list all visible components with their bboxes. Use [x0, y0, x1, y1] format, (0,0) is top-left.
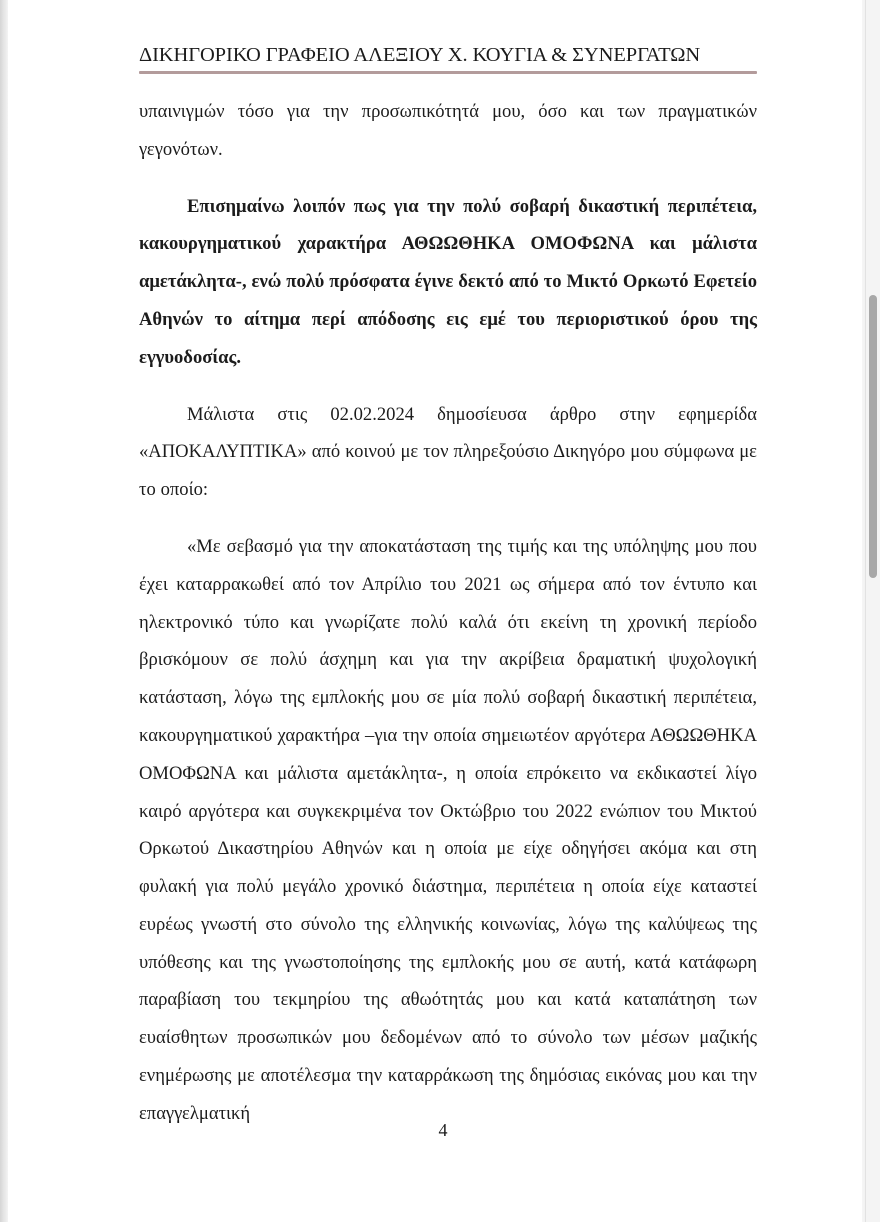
viewer-left-gutter — [0, 0, 8, 1222]
paragraph-emphasis-acquittal: Επισημαίνω λοιπόν πως για την πολύ σοβαρή δικαστική περιπέτεια, κακουργηματικού χαρακτήρα ΑΘΩΩΘΗΚΑ ΟΜΟΦΩΝΑ και μάλιστα αμετάκλητα-, ενώ πολύ πρόσφατα έγινε δεκτό από το Μικτό Ορκωτό Εφετείο Αθηνών το αίτημα περί απόδοσης εις εμέ του περιοριστικού όρου της εγγυοδοσίας. — [139, 195, 757, 368]
paragraph-continuation: υπαινιγμών τόσο για την προσωπικότητά μου, όσο και των πραγματικών γεγονότων. — [139, 100, 757, 160]
letterhead-divider — [139, 71, 757, 74]
page-content-area — [139, 0, 757, 1170]
letterhead-title: ΔΙΚΗΓΟΡΙΚΟ ΓΡΑΦΕΙΟ ΑΛΕΞΙΟΥ Χ. ΚΟΥΓΙΑ & ΣΥΝΕΡΓΑΤΩΝ — [139, 44, 701, 66]
letterhead — [139, 0, 757, 74]
paragraph-quoted-statement: «Με σεβασμό για την αποκατάσταση της τιμής και της υπόληψης μου που έχει καταρρακωθεί από τον Απρίλιο του 2021 ως σήμερα από τον έντυπο και ηλεκτρονικό τύπο και γνωρίζατε πολύ καλά ότι εκείνη τη χρονική περίοδο βρισκόμουν σε πολύ άσχημη και για την ακρίβεια δραματική ψυχολογική κατάσταση, λόγω της εμπλοκής μου σε μία πολύ σοβαρή δικαστική περιπέτεια, κακουργηματικού χαρακτήρα –για την οποία σημειωτέον αργότερα ΑΘΩΩΘΗΚΑ ΟΜΟΦΩΝΑ και μάλιστα αμετάκλητα-, η οποία επρόκειτο να εκδικαστεί λίγο καιρό αργότερα και συγκεκριμένα τον Οκτώβριο του 2022 ενώπιον του Μικτού Ορκωτού Δικαστηρίου Αθηνών και η οποία με είχε οδηγήσει ακόμα και στη φυλακή για πολύ μεγάλο χρονικό διάστημα, περιπέτεια η οποία είχε καταστεί ευρέως γνωστή στο σύνολο της ελληνικής κοινωνίας, λόγω της καλύψεως της υπόθεσης και της γνωστοποίησης της εμπλοκής μου σε αυτή, κατά κατάφωρη παραβίαση του τεκμηρίου της αθωότητάς μου και κατά καταπάτηση των ευαίσθητων προσωπικών μου δεδομένων από το σύνολο των μέσων μαζικής ενημέρωσης με αποτέλεσμα την καταρράκωση της δημόσιας εικόνας μου και την επαγγελματική — [139, 535, 757, 1124]
document-page — [8, 0, 862, 1222]
page-number: 4 — [438, 1120, 448, 1140]
paragraph-article-publication: Μάλιστα στις 02.02.2024 δημοσίευσα άρθρο στην εφημερίδα «ΑΠΟΚΑΛΥΠΤΙΚΑ» από κοινού με τον πληρεξούσιο Δικηγόρο μου σύμφωνα με το οποίο: — [139, 403, 757, 501]
document-body — [139, 93, 757, 1171]
vertical-scrollbar[interactable] — [865, 0, 880, 1222]
vertical-scrollbar-thumb[interactable] — [869, 295, 877, 578]
